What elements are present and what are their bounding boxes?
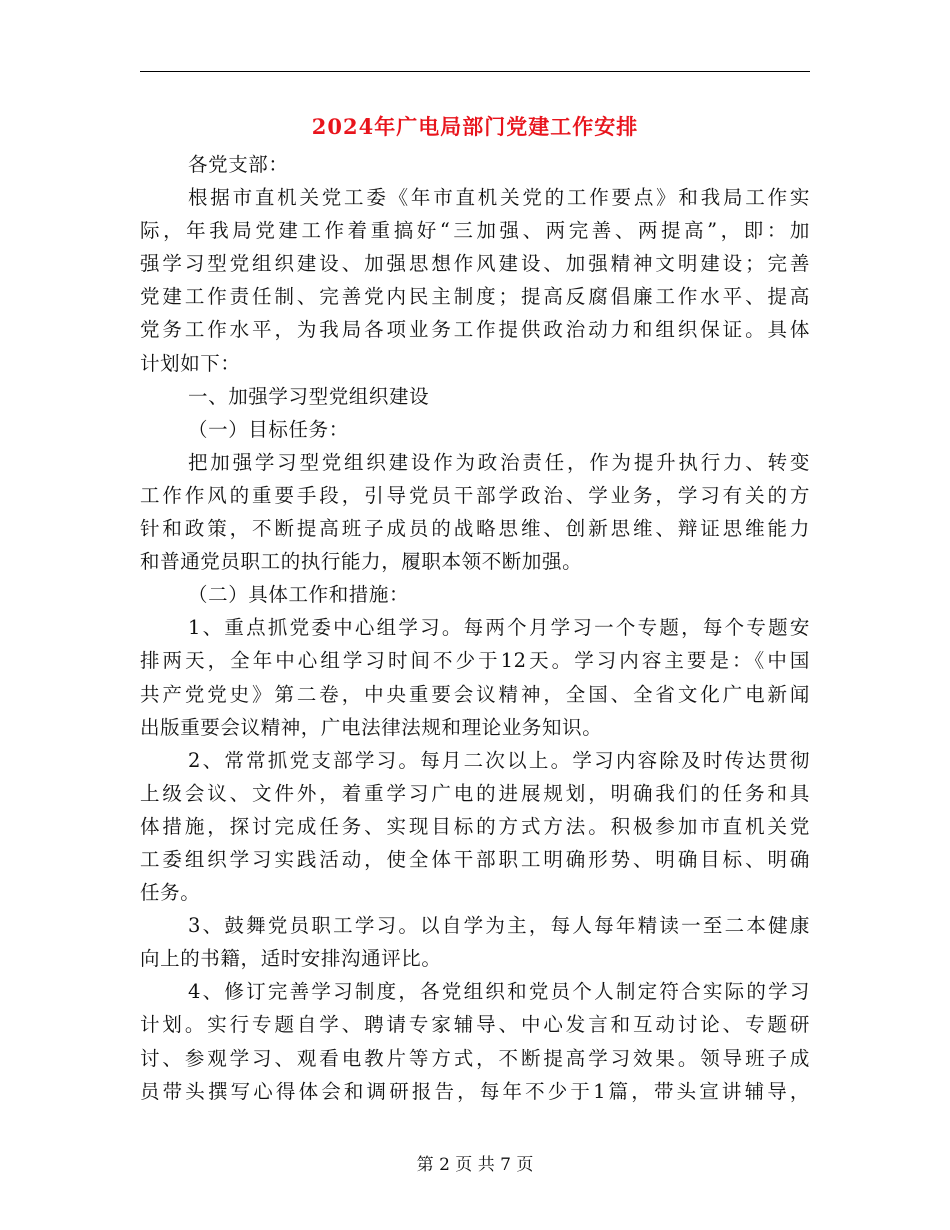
paragraph-line: 2、常常抓党支部学习。每月二次以上。学习内容除及时传达贯彻 xyxy=(188,748,810,772)
paragraph-line: 体措施，探讨完成任务、实现目标的方式方法。积极参加市直机关党 xyxy=(140,814,810,838)
paragraph-line: 把加强学习型党组织建设作为政治责任，作为提升执行力、转变 xyxy=(188,450,810,474)
paragraph-line: 向上的书籍，适时安排沟通评比。 xyxy=(140,947,442,971)
paragraph-line: 上级会议、文件外，着重学习广电的进展规划，明确我们的任务和具 xyxy=(140,781,810,805)
paragraph-line: 际，年我局党建工作着重搞好“三加强、两完善、两提高”，即：加 xyxy=(140,219,810,243)
paragraph-line: 党建工作责任制、完善党内民主制度；提高反腐倡廉工作水平、提高 xyxy=(140,285,810,309)
document-title: 2024年广电局部门党建工作安排 xyxy=(311,114,639,139)
paragraph-line: 任务。 xyxy=(140,881,201,905)
paragraph-line: 4、修订完善学习制度，各党组织和党员个人制定符合实际的学习 xyxy=(188,980,810,1004)
paragraph-line: 根据市直机关党工委《年市直机关党的工作要点》和我局工作实 xyxy=(188,186,810,210)
subsection-heading: （一）目标任务： xyxy=(188,417,349,441)
header-rule xyxy=(140,71,810,72)
paragraph-line: 工委组织学习实践活动，使全体干部职工明确形势、明确目标、明确 xyxy=(140,847,810,871)
paragraph-line: 计划。实行专题自学、聘请专家辅导、中心发言和互动讨论、专题研 xyxy=(140,1013,810,1037)
paragraph-line: 出版重要会议精神，广电法律法规和理论业务知识。 xyxy=(140,715,603,739)
paragraph-line: 3、鼓舞党员职工学习。以自学为主，每人每年精读一至二本健康 xyxy=(188,914,810,938)
subsection-heading: （二）具体工作和措施： xyxy=(188,583,410,607)
paragraph-line: 和普通党员职工的执行能力，履职本领不断加强。 xyxy=(140,550,583,574)
section-heading: 一、加强学习型党组织建设 xyxy=(188,384,430,408)
paragraph-line: 1、重点抓党委中心组学习。每两个月学习一个专题，每个专题安 xyxy=(188,616,810,640)
paragraph-line: 工作作风的重要手段，引导党员干部学政治、学业务，学习有关的方 xyxy=(140,483,810,507)
page-number: 第 2 页 共 7 页 xyxy=(416,1155,534,1175)
paragraph-line: 讨、参观学习、观看电教片等方式，不断提高学习效果。领导班子成 xyxy=(140,1046,810,1070)
paragraph-line: 排两天，全年中心组学习时间不少于12天。学习内容主要是：《中国 xyxy=(140,649,810,673)
paragraph-line: 针和政策，不断提高班子成员的战略思维、创新思维、辩证思维能力 xyxy=(140,517,810,541)
paragraph-line: 强学习型党组织建设、加强思想作风建设、加强精神文明建设；完善 xyxy=(140,252,810,276)
paragraph-line: 员带头撰写心得体会和调研报告，每年不少于1篇，带头宣讲辅导， xyxy=(140,1079,810,1103)
document-body xyxy=(140,148,810,1108)
paragraph-line: 共产党党史》第二卷，中央重要会议精神，全国、全省文化广电新闻 xyxy=(140,682,810,706)
paragraph-line: 计划如下： xyxy=(140,351,241,375)
paragraph-line: 党务工作水平，为我局各项业务工作提供政治动力和组织保证。具体 xyxy=(140,318,810,342)
salutation-line: 各党支部： xyxy=(188,153,289,176)
